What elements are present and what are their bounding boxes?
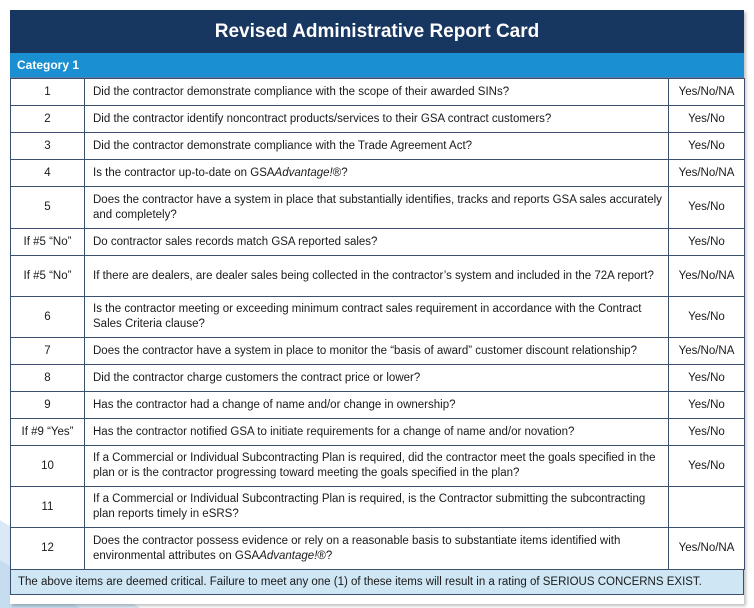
table-row (11, 338, 745, 365)
criteria-table (10, 78, 745, 570)
item-number: 12 (11, 528, 85, 570)
item-question: Does the contractor have a system in place to monitor the “basis of award” customer discount relationship? (85, 338, 669, 365)
item-number: 3 (11, 133, 85, 160)
question-brand: Advantage! (274, 166, 333, 179)
item-question: Did the contractor charge customers the contract price or lower? (85, 365, 669, 392)
table-row (11, 79, 745, 106)
table-row (11, 160, 745, 187)
critical-items-note: The above items are deemed critical. Failure to meet any one (1) of these items will result in a rating of SERIOUS CONCERNS EXIST. (10, 570, 744, 595)
item-number: 5 (11, 187, 85, 229)
item-question: Is the contractor meeting or exceeding minimum contract sales requirement in accordance with the Contract Sales Criteria clause? (85, 297, 669, 338)
item-question (85, 160, 669, 187)
table-row (11, 229, 745, 256)
item-answer: Yes/No (669, 106, 745, 133)
item-question: Did the contractor demonstrate compliance with the scope of their awarded SINs? (85, 79, 669, 106)
question-text: Is the contractor up-to-date on GSA (93, 166, 275, 179)
item-number: 4 (11, 160, 85, 187)
item-question: If a Commercial or Individual Subcontracting Plan is required, did the contractor meet the goals specified in the plan or is the contractor progressing toward meeting the goals specified in the plan? (85, 446, 669, 487)
table-row (11, 365, 745, 392)
item-number: 6 (11, 297, 85, 338)
item-question (85, 528, 669, 570)
table-row (11, 419, 745, 446)
item-question: If there are dealers, are dealer sales being collected in the contractor’s system and included in the 72A report? (85, 256, 669, 297)
item-number: If #5 “No” (11, 229, 85, 256)
item-question: Did the contractor identify noncontract products/services to their GSA contract customers? (85, 106, 669, 133)
table-row (11, 487, 745, 528)
table-row (11, 106, 745, 133)
item-question: If a Commercial or Individual Subcontracting Plan is required, is the Contractor submitting the subcontracting plan reports timely in eSRS? (85, 487, 669, 528)
question-suffix: ®? (332, 166, 348, 179)
table-row (11, 446, 745, 487)
item-number: If #5 “No” (11, 256, 85, 297)
item-answer: Yes/No (669, 133, 745, 160)
item-answer: Yes/No/NA (669, 338, 745, 365)
item-number: 9 (11, 392, 85, 419)
category-header: Category 1 (10, 53, 744, 78)
item-number: 7 (11, 338, 85, 365)
item-answer: Yes/No/NA (669, 528, 745, 570)
report-card (10, 10, 744, 604)
item-question: Did the contractor demonstrate compliance with the Trade Agreement Act? (85, 133, 669, 160)
item-number: 11 (11, 487, 85, 528)
item-question: Has the contractor notified GSA to initiate requirements for a change of name and/or novation? (85, 419, 669, 446)
table-row (11, 392, 745, 419)
question-text: Does the contractor possess evidence or rely on a reasonable basis to substantiate items identified with environmental attributes on GSA (93, 534, 621, 562)
item-answer: Yes/No/NA (669, 256, 745, 297)
item-answer: Yes/No/NA (669, 160, 745, 187)
item-question: Has the contractor had a change of name and/or change in ownership? (85, 392, 669, 419)
question-brand: Advantage! (259, 549, 318, 562)
item-number: 8 (11, 365, 85, 392)
item-answer: Yes/No (669, 419, 745, 446)
item-number: 1 (11, 79, 85, 106)
item-answer: Yes/No (669, 229, 745, 256)
item-answer: Yes/No (669, 297, 745, 338)
item-answer: Yes/No (669, 446, 745, 487)
report-title: Revised Administrative Report Card (10, 10, 744, 53)
item-number: 10 (11, 446, 85, 487)
item-answer: Yes/No (669, 392, 745, 419)
item-answer: Yes/No/NA (669, 79, 745, 106)
question-suffix: ®? (317, 549, 333, 562)
item-answer (669, 487, 745, 528)
item-answer: Yes/No (669, 187, 745, 229)
item-number: If #9 “Yes” (11, 419, 85, 446)
table-row (11, 297, 745, 338)
item-question: Does the contractor have a system in place that substantially identifies, tracks and reports GSA sales accurately and completely? (85, 187, 669, 229)
item-number: 2 (11, 106, 85, 133)
item-answer: Yes/No (669, 365, 745, 392)
table-row (11, 133, 745, 160)
table-row (11, 528, 745, 570)
item-question: Do contractor sales records match GSA reported sales? (85, 229, 669, 256)
table-row (11, 256, 745, 297)
table-row (11, 187, 745, 229)
